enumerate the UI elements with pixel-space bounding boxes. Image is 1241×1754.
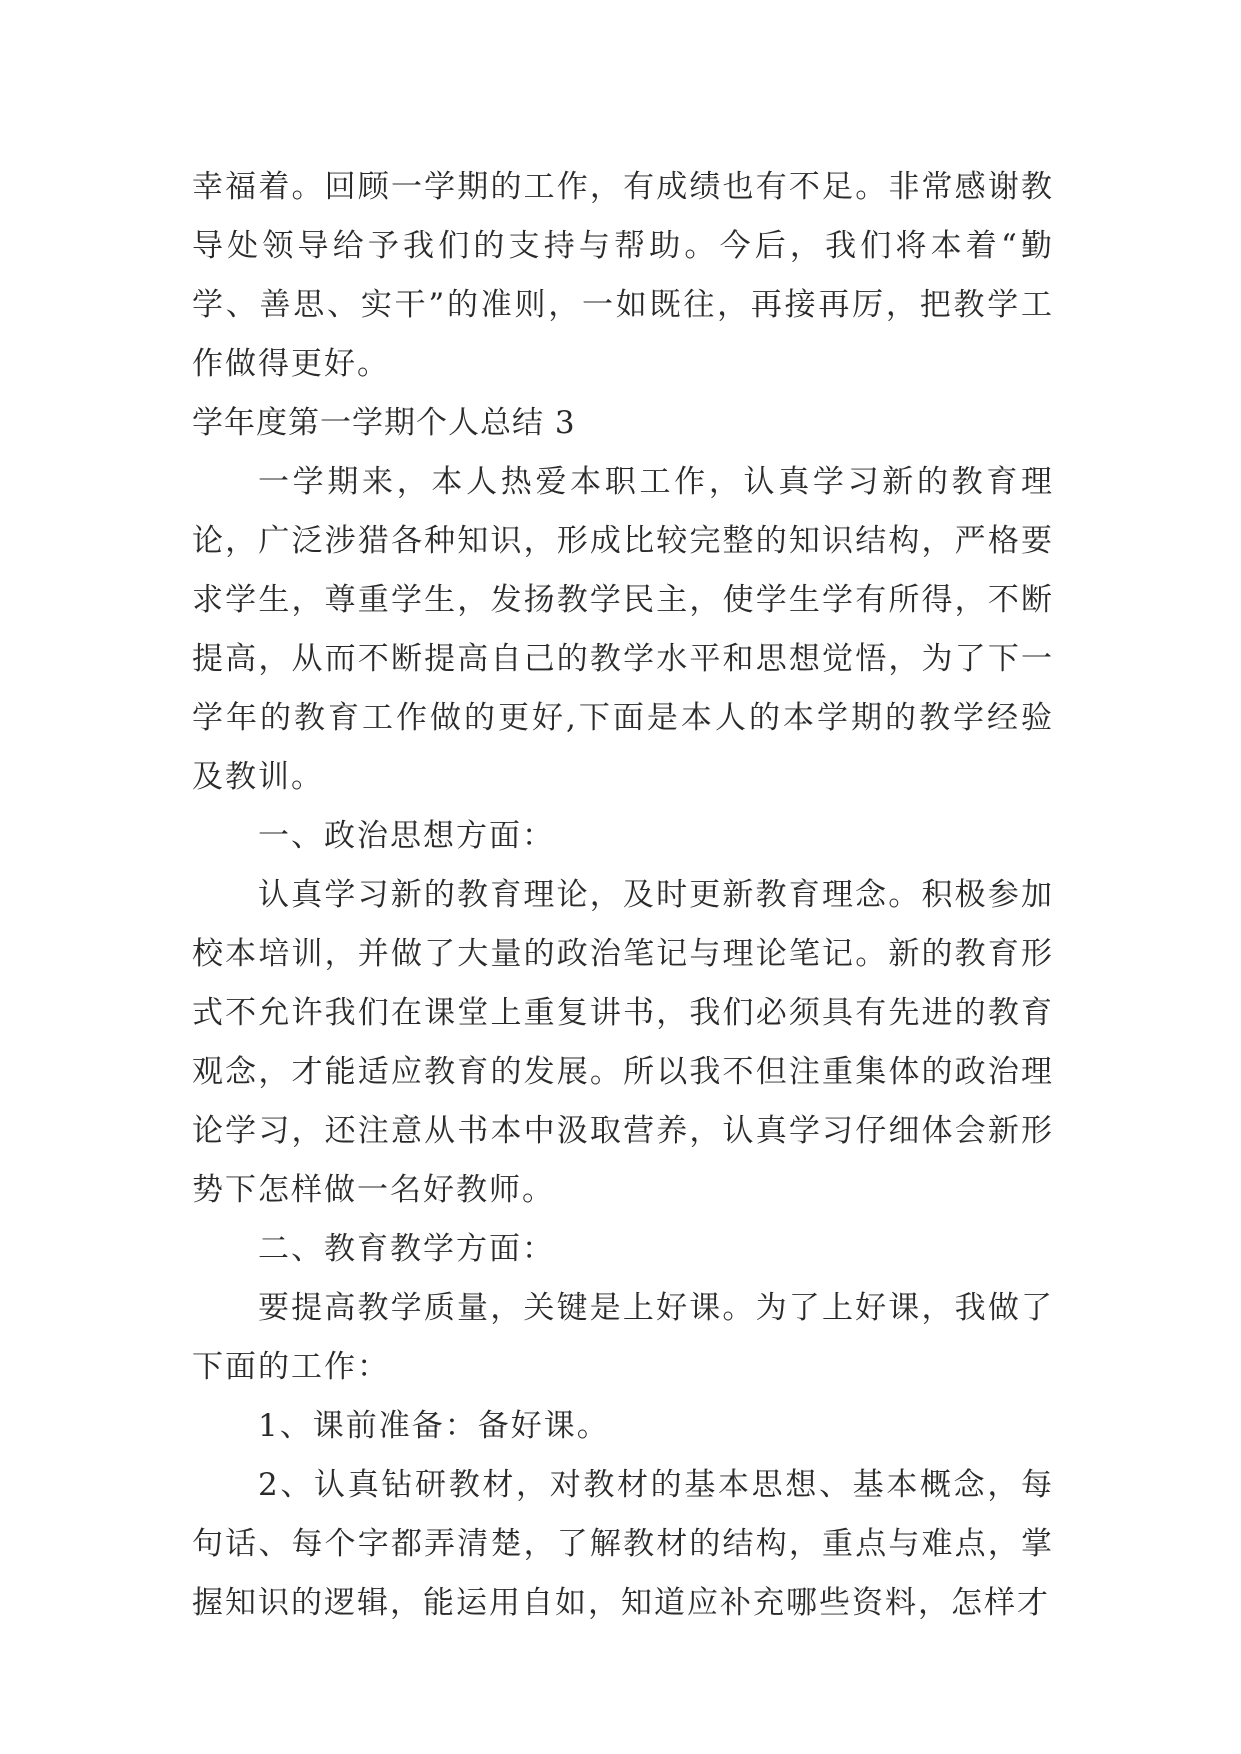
subheading-political: 一、政治思想方面：: [258, 818, 555, 854]
list-item-2: 2、认真钻研教材，对教材的基本思想、基本概念，每句话、每个字都弄清楚，了解教材的结构，重点与难点，掌握知识的逻辑，能运用自如，知道应补充哪些资料，怎样才: [192, 1467, 1054, 1621]
document-page: [192, 158, 1054, 1633]
paragraph-political: 认真学习新的教育理论，及时更新教育理念。积极参加校本培训，并做了大量的政治笔记与理论笔记。新的教育形式不允许我们在课堂上重复讲书，我们必须具有先进的教育观念，才能适应教育的发展。所以我不但注重集体的政治理论学习，还注意从书本中汲取营养，认真学习仔细体会新形势下怎样做一名好教师。: [192, 877, 1054, 1208]
section-heading: 学年度第一学期个人总结 3: [192, 405, 576, 441]
paragraph-teaching: 要提高教学质量，关键是上好课。为了上好课，我做了下面的工作：: [192, 1290, 1054, 1385]
paragraph-intro: 一学期来，本人热爱本职工作，认真学习新的教育理论，广泛涉猎各种知识，形成比较完整的知识结构，严格要求学生，尊重学生，发扬教学民主，使学生学有所得，不断提高，从而不断提高自己的教学水平和思想觉悟，为了下一学年的教育工作做的更好,下面是本人的本学期的教学经验及教训。: [192, 464, 1054, 795]
list-item-1: 1、课前准备：备好课。: [258, 1408, 610, 1444]
subheading-teaching: 二、教育教学方面：: [258, 1231, 555, 1267]
paragraph-closing: 幸福着。回顾一学期的工作，有成绩也有不足。非常感谢教导处领导给予我们的支持与帮助。今后，我们将本着“勤学、善思、实干”的准则，一如既往，再接再厉，把教学工作做得更好。: [192, 169, 1054, 382]
